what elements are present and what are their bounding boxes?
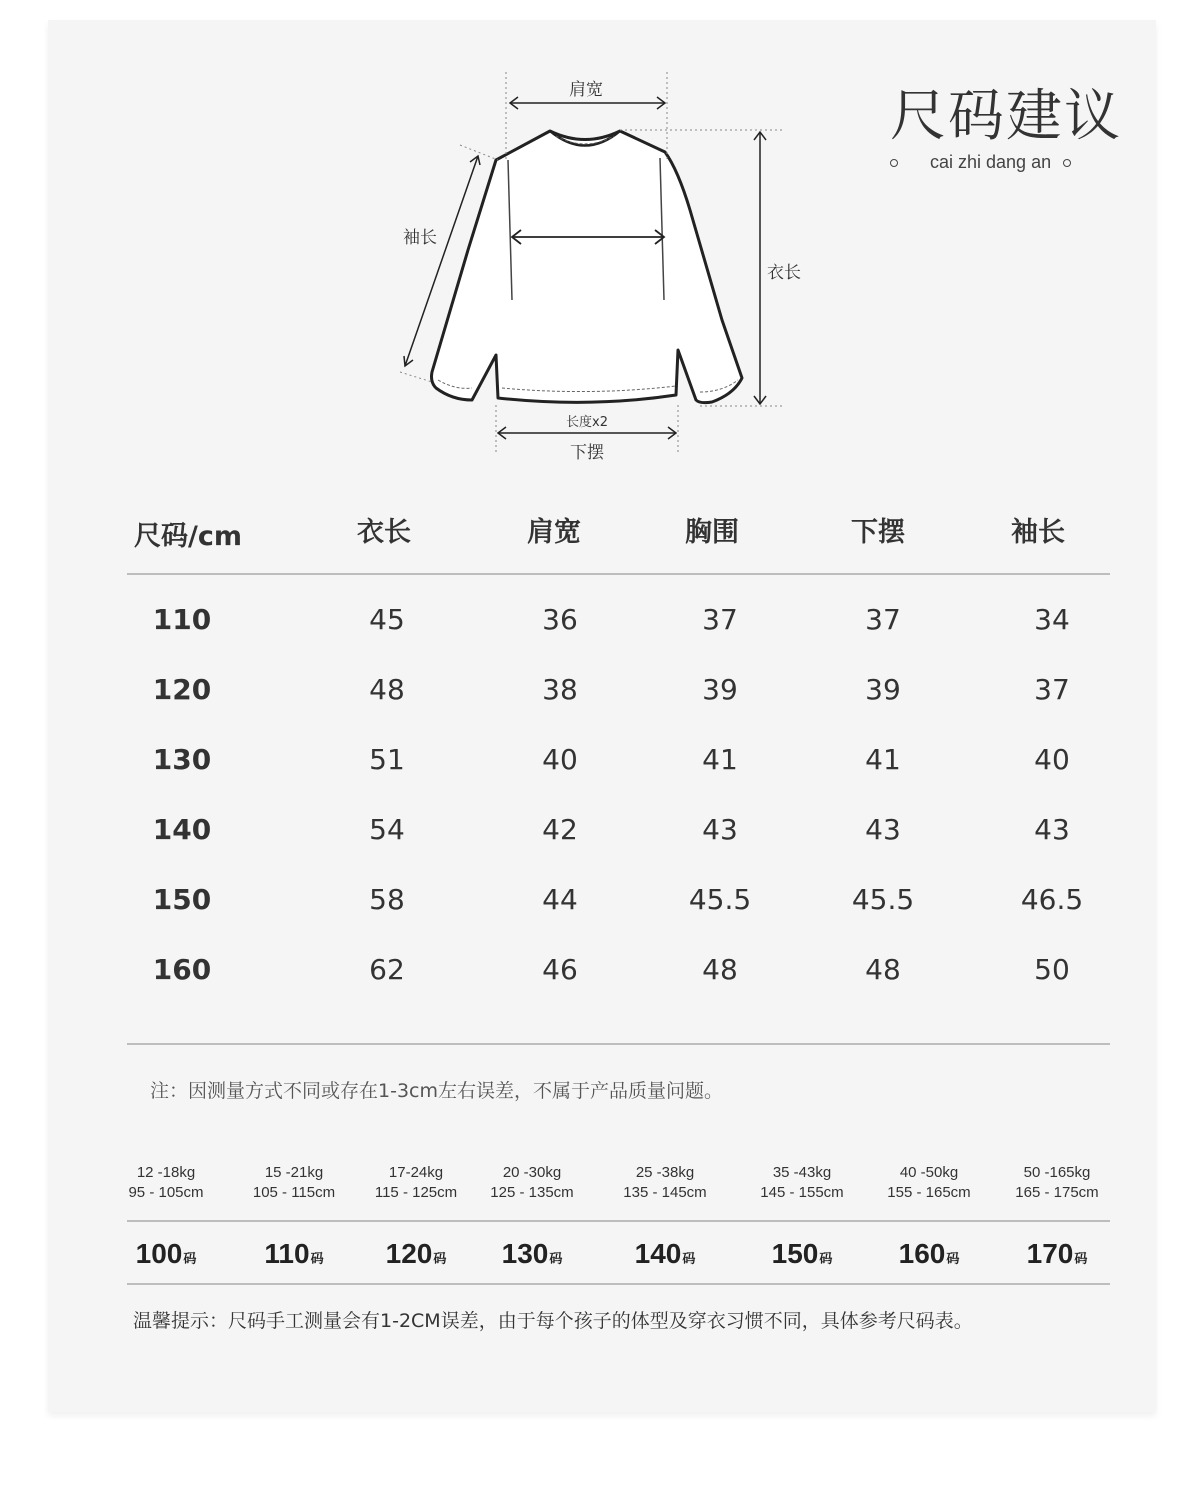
cell-chest: 43	[702, 813, 738, 846]
guide-size	[595, 1238, 735, 1270]
cell-sleeve: 46.5	[1020, 883, 1084, 916]
table-row	[127, 883, 1110, 933]
cell-shoulder: 42	[542, 813, 578, 846]
guide-size-unit: 码	[310, 1251, 324, 1266]
cell-length: 54	[369, 813, 405, 846]
measurement-note: 注：因测量方式不同或存在1-3cm左右误差，不属于产品质量问题。	[150, 1080, 723, 1102]
cell-hem: 37	[865, 603, 901, 636]
guide-weight: 50 -165kg	[1023, 1164, 1091, 1181]
guide-size-number: 120	[385, 1238, 433, 1269]
guide-height: 145 - 155cm	[760, 1184, 844, 1201]
guide-size-unit: 码	[682, 1251, 696, 1266]
guide-weight: 40 -50kg	[899, 1164, 959, 1181]
cell-length: 62	[369, 953, 405, 986]
guide-range	[462, 1163, 602, 1203]
cell-chest: 41	[702, 743, 738, 776]
guide-size	[224, 1238, 364, 1270]
guide-divider-top	[127, 1220, 1110, 1222]
table-row	[127, 673, 1110, 723]
guide-size-unit: 码	[433, 1251, 447, 1266]
guide-size-unit: 码	[1074, 1251, 1088, 1266]
cell-size: 140	[152, 813, 212, 846]
cell-sleeve: 40	[1034, 743, 1070, 776]
table-divider-top	[127, 573, 1110, 575]
cell-hem: 45.5	[851, 883, 915, 916]
cell-size: 120	[152, 673, 212, 706]
tip-text: 温馨提示：尺码手工测量会有1-2CM误差，由于每个孩子的体型及穿衣习惯不同，具体参考尺码表。	[133, 1310, 973, 1332]
guide-size	[859, 1238, 999, 1270]
table-header	[127, 510, 1110, 560]
cell-hem: 43	[865, 813, 901, 846]
cell-shoulder: 40	[542, 743, 578, 776]
cell-size: 160	[152, 953, 212, 986]
cell-shoulder: 36	[542, 603, 578, 636]
cell-hem: 39	[865, 673, 901, 706]
header-hem: 下摆	[851, 517, 905, 548]
guide-range	[859, 1163, 999, 1203]
guide-size-number: 110	[264, 1238, 310, 1269]
header-sleeve: 袖长	[1011, 517, 1065, 548]
guide-size-number: 140	[634, 1238, 682, 1269]
cell-size: 150	[152, 883, 212, 916]
guide-height: 155 - 165cm	[887, 1184, 971, 1201]
table-row	[127, 743, 1110, 793]
cell-size: 110	[152, 603, 212, 636]
heading	[890, 82, 1130, 173]
guide-height: 165 - 175cm	[1015, 1184, 1099, 1201]
guide-size	[96, 1238, 236, 1270]
guide-height: 125 - 135cm	[490, 1184, 574, 1201]
guide-height: 135 - 145cm	[623, 1184, 707, 1201]
guide-size-unit: 码	[183, 1251, 197, 1266]
cell-length: 51	[369, 743, 405, 776]
cell-hem: 48	[865, 953, 901, 986]
cell-shoulder: 46	[542, 953, 578, 986]
cell-length: 48	[369, 673, 405, 706]
header-size: 尺码/cm	[134, 521, 242, 552]
header-shoulder: 肩宽	[527, 517, 581, 548]
cell-sleeve: 43	[1034, 813, 1070, 846]
guide-range	[595, 1163, 735, 1203]
hem-label: 下摆	[570, 443, 604, 463]
guide-weight: 15 -21kg	[264, 1164, 324, 1181]
cell-chest: 45.5	[688, 883, 752, 916]
guide-height: 105 - 115cm	[252, 1184, 336, 1201]
guide-size	[987, 1238, 1127, 1270]
shirt-outline	[432, 131, 743, 403]
cell-chest: 39	[702, 673, 738, 706]
shoulder-label: 肩宽	[569, 80, 603, 100]
subtitle-text: cai zhi dang an	[930, 152, 1052, 172]
table-row	[127, 813, 1110, 863]
guide-size	[732, 1238, 872, 1270]
cell-sleeve: 34	[1034, 603, 1070, 636]
sleeve-label: 袖长	[403, 228, 437, 248]
hem-note-label: 长度x2	[566, 415, 608, 430]
circle-icon	[890, 159, 898, 167]
guide-size-number: 150	[771, 1238, 819, 1269]
guide-range	[96, 1163, 236, 1203]
guide-divider-bottom	[127, 1283, 1110, 1285]
cell-chest: 48	[702, 953, 738, 986]
guide-size-unit: 码	[946, 1251, 960, 1266]
guide-height: 115 - 125cm	[374, 1184, 458, 1201]
circle-icon	[1063, 159, 1071, 167]
table-row	[127, 953, 1110, 1003]
table-row	[127, 603, 1110, 653]
header-chest: 胸围	[685, 517, 739, 548]
guide-weight: 17-24kg	[388, 1164, 444, 1181]
length-label: 衣长	[767, 263, 801, 283]
guide-weight: 20 -30kg	[502, 1164, 562, 1181]
guide-size-unit: 码	[549, 1251, 563, 1266]
guide-weight: 35 -43kg	[772, 1164, 832, 1181]
guide-height: 95 - 105cm	[128, 1184, 204, 1201]
cell-sleeve: 37	[1034, 673, 1070, 706]
guide-size	[462, 1238, 602, 1270]
guide-range	[224, 1163, 364, 1203]
cell-length: 45	[369, 603, 405, 636]
cell-chest: 37	[702, 603, 738, 636]
guide-weight: 12 -18kg	[136, 1164, 196, 1181]
guide-size-unit: 码	[819, 1251, 833, 1266]
guide-size-number: 100	[135, 1238, 183, 1269]
cell-length: 58	[369, 883, 405, 916]
guide-range	[987, 1163, 1127, 1203]
guide-weight: 25 -38kg	[635, 1164, 695, 1181]
cell-shoulder: 44	[542, 883, 578, 916]
guide-size-number: 160	[898, 1238, 946, 1269]
garment-diagram	[340, 50, 860, 480]
cell-shoulder: 38	[542, 673, 578, 706]
guide-range	[732, 1163, 872, 1203]
cell-size: 130	[152, 743, 212, 776]
page-title: 尺码建议	[890, 84, 1122, 149]
cell-hem: 41	[865, 743, 901, 776]
page-subtitle	[890, 152, 1130, 173]
cell-sleeve: 50	[1034, 953, 1070, 986]
header-length: 衣长	[357, 517, 411, 548]
guide-size-number: 170	[1026, 1238, 1074, 1269]
guide-size-number: 130	[501, 1238, 549, 1269]
table-divider-bottom	[127, 1043, 1110, 1045]
